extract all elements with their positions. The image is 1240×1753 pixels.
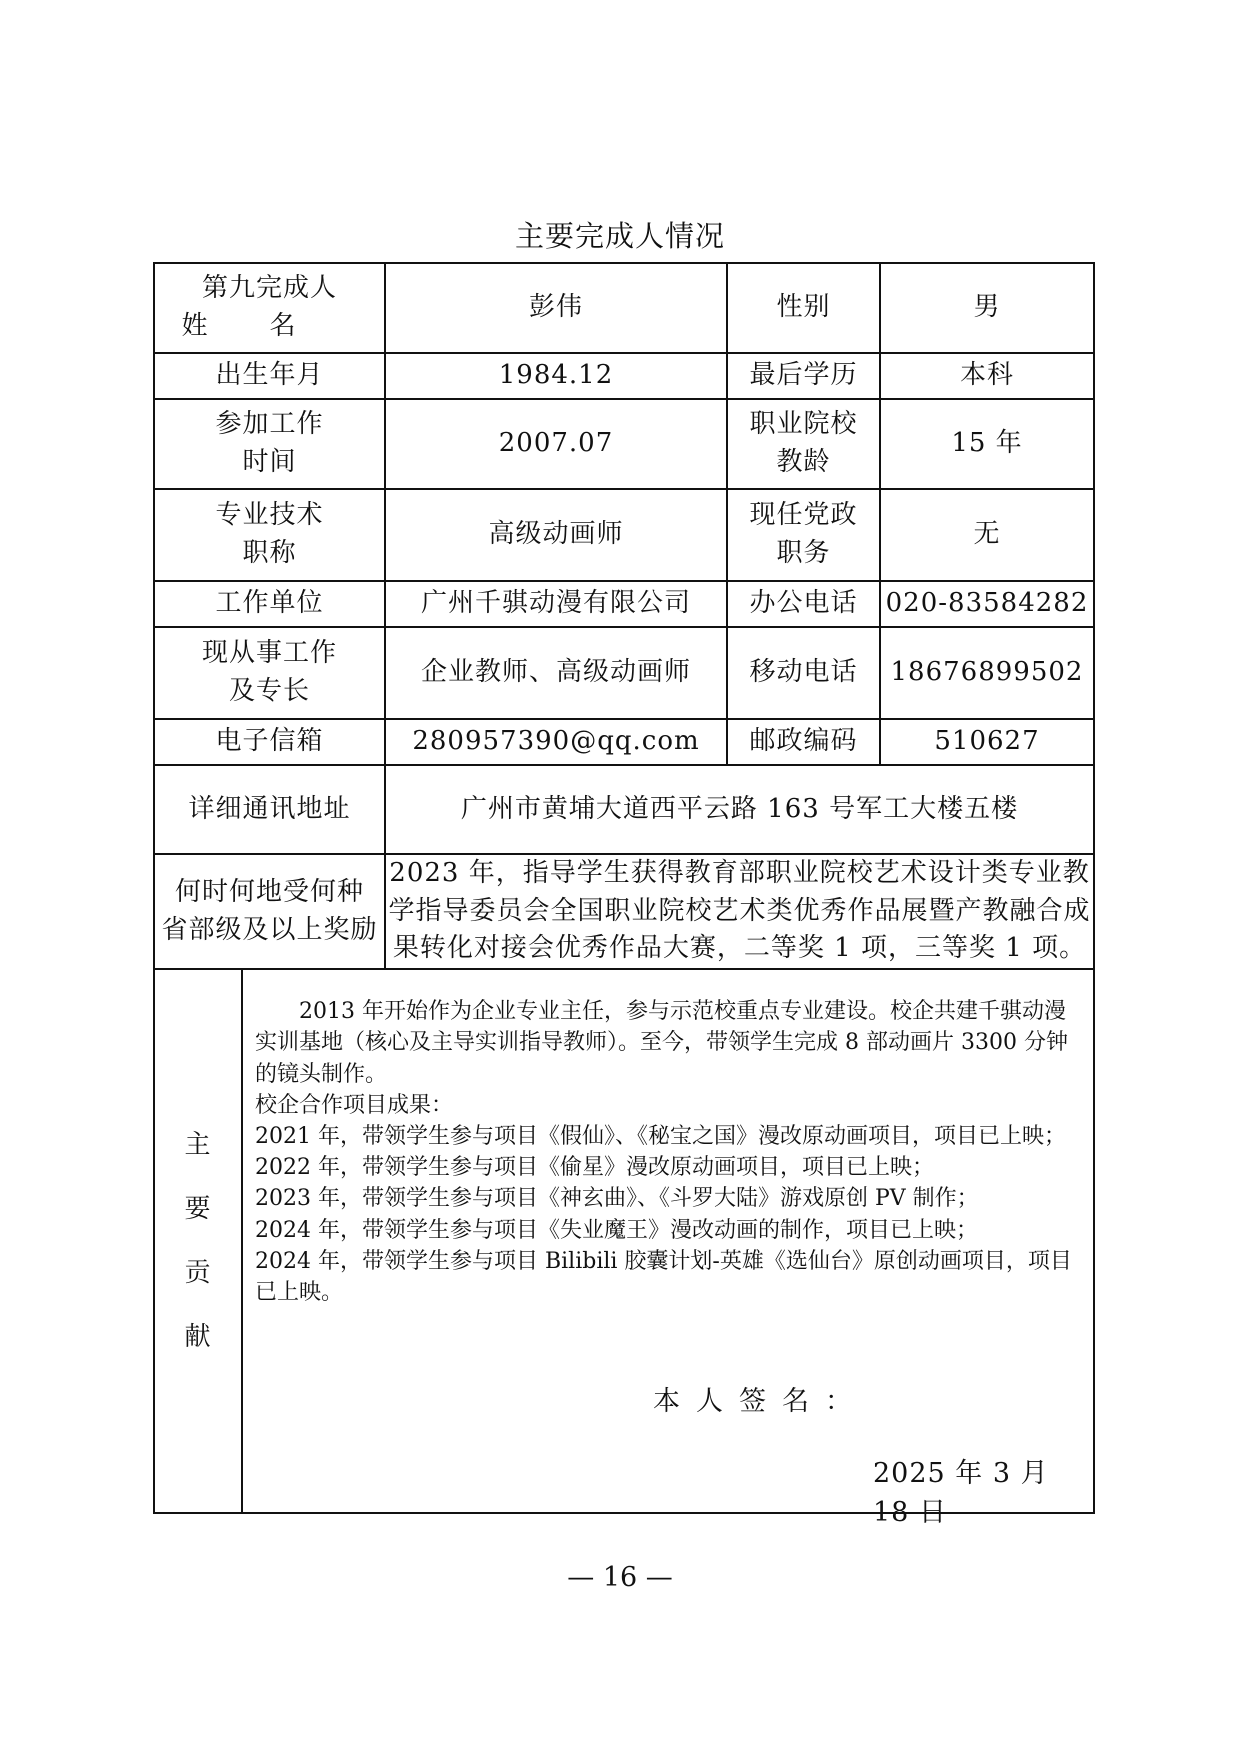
name-label-line1: 第九完成人: [201, 273, 337, 304]
gender-label: 性别: [727, 263, 880, 353]
party-position-value: 无: [880, 489, 1094, 581]
page-title: 主要完成人情况: [514, 219, 725, 253]
table-row: [154, 854, 1094, 969]
award-label-line1: 何时何地受何种: [174, 876, 364, 907]
professional-title-label-line1: 专业技术: [215, 500, 324, 531]
party-position-label-line1: 现任党政: [749, 500, 858, 531]
birth-label: 出生年月: [154, 353, 385, 399]
party-position-label: [727, 489, 880, 581]
teaching-years-label-line1: 职业院校: [749, 409, 858, 440]
contribution-label: [155, 970, 243, 1512]
mobile-label: 移动电话: [727, 627, 880, 719]
current-job-value: 企业教师、高级动画师: [385, 627, 727, 719]
contribution-label-char: 贡: [184, 1258, 212, 1289]
address-value: 广州市黄埔大道西平云路 163 号军工大楼五楼: [385, 765, 1094, 854]
name-label-line2: 姓名: [181, 311, 358, 341]
party-position-label-line2: 职务: [776, 538, 831, 568]
education-value: 本科: [880, 353, 1094, 399]
teaching-years-value: 15 年: [880, 399, 1094, 489]
projects-heading: 校企合作项目成果：: [255, 1092, 454, 1118]
table-row: [154, 353, 1094, 399]
table-row: [154, 627, 1094, 719]
contribution-label-char: 献: [184, 1322, 212, 1353]
contribution-content: [243, 970, 1093, 1529]
teaching-years-label: [727, 399, 880, 489]
work-start-label-line1: 参加工作: [215, 409, 324, 440]
contribution-text: [243, 970, 1093, 1308]
work-start-value: 2007.07: [385, 399, 727, 489]
completer-info-table: [153, 262, 1095, 1529]
contribution-label-char: 主: [184, 1130, 212, 1161]
table-row: [154, 263, 1094, 353]
gender-value: 男: [880, 263, 1094, 353]
name-label: [154, 263, 385, 353]
award-label-line2: 省部级及以上奖励: [161, 914, 378, 945]
table-row: [154, 581, 1094, 627]
employer-value: 广州千骐动漫有限公司: [385, 581, 727, 627]
professional-title-label-line2: 职称: [242, 538, 297, 568]
project-item: 2021 年，带领学生参与项目《假仙》、《秘宝之国》漫改原动画项目，项目已上映；: [255, 1124, 1066, 1149]
current-job-label: [154, 627, 385, 719]
project-item: 2022 年，带领学生参与项目《偷星》漫改原动画项目，项目已上映；: [255, 1155, 934, 1181]
contribution-paragraph: 2013 年开始作为企业专业主任，参与示范校重点专业建设。校企共建千骐动漫实训基地（核心及主导实训指导教师）。至今，带领学生完成 8 部动画片 3300 分钟的镜头制作。: [255, 999, 1068, 1087]
current-job-label-line2: 及专长: [228, 676, 310, 706]
address-label: 详细通讯地址: [154, 765, 385, 854]
project-item: 2024 年，带领学生参与项目 Bilibili 胶囊计划-英雄《选仙台》原创动画项目，项目已上映。: [255, 1248, 1072, 1306]
table-row: [154, 765, 1094, 854]
award-label: [154, 854, 385, 969]
employer-label: 工作单位: [154, 581, 385, 627]
award-value: 2023 年，指导学生获得教育部职业院校艺术设计类专业教学指导委员会全国职业院校艺术类优秀作品展暨产教融合成果转化对接会优秀作品大赛，二等奖 1 项，三等奖 1 项。: [385, 854, 1094, 969]
table-row: [154, 399, 1094, 489]
office-phone-value: 020-83584282: [880, 581, 1094, 627]
table-row: [154, 969, 1094, 1513]
table-row: [154, 719, 1094, 765]
education-label: 最后学历: [727, 353, 880, 399]
work-start-label: [154, 399, 385, 489]
teaching-years-label-line2: 教龄: [776, 447, 831, 477]
name-value: 彭伟: [385, 263, 727, 353]
birth-value: 1984.12: [385, 353, 727, 399]
professional-title-label: [154, 489, 385, 581]
project-item: 2024 年，带领学生参与项目《失业魔王》漫改动画的制作，项目已上映；: [255, 1217, 978, 1243]
contribution-section: [154, 969, 1094, 1529]
postcode-label: 邮政编码: [727, 719, 880, 765]
contribution-label-char: 要: [184, 1194, 212, 1225]
professional-title-value: 高级动画师: [385, 489, 727, 581]
mobile-value: 18676899502: [880, 627, 1094, 719]
work-start-label-line2: 时间: [242, 447, 297, 477]
page-number: — 16 —: [567, 1562, 673, 1593]
email-label: 电子信箱: [154, 719, 385, 765]
postcode-value: 510627: [880, 719, 1094, 765]
signature-label-text: 本人签名：: [653, 1386, 868, 1418]
current-job-label-line1: 现从事工作: [201, 638, 337, 669]
email-value: 280957390@qq.com: [385, 719, 727, 765]
signature-label: [653, 1382, 868, 1421]
signature-date: 2025 年 3 月 18 日: [873, 1458, 1049, 1529]
office-phone-label: 办公电话: [727, 581, 880, 627]
project-item: 2023 年，带领学生参与项目《神玄曲》、《斗罗大陆》游戏原创 PV 制作；: [255, 1186, 979, 1212]
table-row: [154, 489, 1094, 581]
